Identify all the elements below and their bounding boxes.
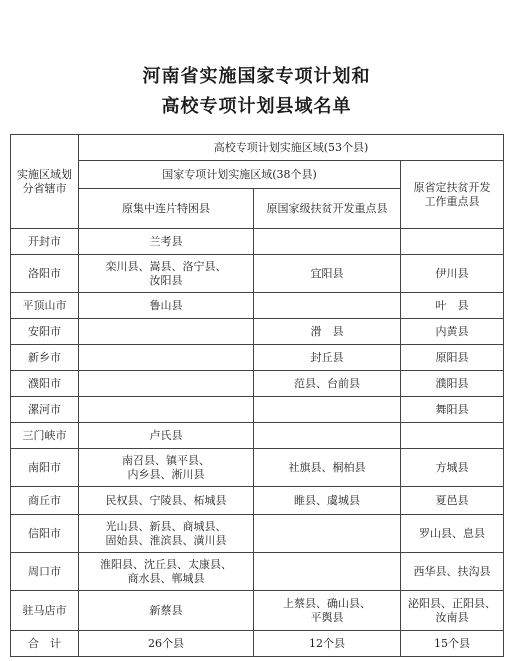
poverty-area-cell: 兰考县 bbox=[79, 229, 254, 255]
city-cell: 驻马店市 bbox=[11, 591, 79, 631]
national-key-cell: 滑 县 bbox=[254, 319, 401, 345]
table-row bbox=[11, 553, 504, 591]
table-row bbox=[11, 345, 504, 371]
poverty-area-cell: 栾川县、嵩县、洛宁县、 汝阳县 bbox=[79, 255, 254, 293]
national-key-cell bbox=[254, 229, 401, 255]
poverty-area-cell bbox=[79, 371, 254, 397]
poverty-area-cell: 光山县、新县、商城县、 固始县、淮滨县、潢川县 bbox=[79, 515, 254, 553]
poverty-area-cell: 南召县、镇平县、 内乡县、淅川县 bbox=[79, 449, 254, 487]
city-cell: 南阳市 bbox=[11, 449, 79, 487]
national-key-cell: 上蔡县、确山县、 平舆县 bbox=[254, 591, 401, 631]
provincial-key-cell: 西华县、扶沟县 bbox=[401, 553, 504, 591]
table-row bbox=[11, 229, 504, 255]
header-national-key: 原国家级扶贫开发重点县 bbox=[254, 189, 401, 229]
provincial-key-cell: 原阳县 bbox=[401, 345, 504, 371]
city-cell: 平顶山市 bbox=[11, 293, 79, 319]
provincial-key-cell: 方城县 bbox=[401, 449, 504, 487]
header-national-plan: 国家专项计划实施区域(38个县) bbox=[79, 161, 401, 189]
city-cell: 安阳市 bbox=[11, 319, 79, 345]
table-row bbox=[11, 515, 504, 553]
document-title-line2: 高校专项计划县域名单 bbox=[161, 96, 352, 117]
table-row bbox=[11, 423, 504, 449]
poverty-area-cell: 新蔡县 bbox=[79, 591, 254, 631]
total-label: 合 计 bbox=[11, 631, 79, 657]
header-university-plan: 高校专项计划实施区域(53个县) bbox=[79, 135, 504, 161]
provincial-key-cell: 泌阳县、正阳县、 汝南县 bbox=[401, 591, 504, 631]
city-cell: 新乡市 bbox=[11, 345, 79, 371]
provincial-key-cell: 濮阳县 bbox=[401, 371, 504, 397]
header-poverty-area: 原集中连片特困县 bbox=[79, 189, 254, 229]
provincial-key-cell: 夏邑县 bbox=[401, 487, 504, 515]
table-row bbox=[11, 255, 504, 293]
table-row bbox=[11, 319, 504, 345]
table-row bbox=[11, 371, 504, 397]
poverty-area-cell bbox=[79, 397, 254, 423]
total-provincial-key: 15个县 bbox=[401, 631, 504, 657]
national-key-cell bbox=[254, 515, 401, 553]
national-key-cell: 范县、台前县 bbox=[254, 371, 401, 397]
provincial-key-cell: 叶 县 bbox=[401, 293, 504, 319]
city-cell: 信阳市 bbox=[11, 515, 79, 553]
national-key-cell bbox=[254, 553, 401, 591]
city-cell: 三门峡市 bbox=[11, 423, 79, 449]
total-national-key: 12个县 bbox=[254, 631, 401, 657]
provincial-key-cell: 伊川县 bbox=[401, 255, 504, 293]
county-list-table bbox=[10, 134, 504, 657]
provincial-key-cell: 内黄县 bbox=[401, 319, 504, 345]
provincial-key-cell: 舞阳县 bbox=[401, 397, 504, 423]
city-cell: 商丘市 bbox=[11, 487, 79, 515]
national-key-cell: 宜阳县 bbox=[254, 255, 401, 293]
city-cell: 濮阳市 bbox=[11, 371, 79, 397]
table-row bbox=[11, 591, 504, 631]
national-key-cell bbox=[254, 397, 401, 423]
national-key-cell: 封丘县 bbox=[254, 345, 401, 371]
poverty-area-cell: 卢氏县 bbox=[79, 423, 254, 449]
document-title-line1: 河南省实施国家专项计划和 bbox=[142, 66, 371, 87]
provincial-key-cell bbox=[401, 423, 504, 449]
table-row bbox=[11, 449, 504, 487]
city-cell: 周口市 bbox=[11, 553, 79, 591]
header-provincial-key: 原省定扶贫开发 工作重点县 bbox=[401, 161, 504, 229]
national-key-cell bbox=[254, 423, 401, 449]
provincial-key-cell bbox=[401, 229, 504, 255]
total-poverty-area: 26个县 bbox=[79, 631, 254, 657]
national-key-cell bbox=[254, 293, 401, 319]
national-key-cell: 睢县、虞城县 bbox=[254, 487, 401, 515]
poverty-area-cell bbox=[79, 319, 254, 345]
table-row bbox=[11, 487, 504, 515]
table-row bbox=[11, 293, 504, 319]
city-cell: 漯河市 bbox=[11, 397, 79, 423]
header-region: 实施区域划 分省辖市 bbox=[11, 135, 79, 229]
poverty-area-cell: 鲁山县 bbox=[79, 293, 254, 319]
poverty-area-cell bbox=[79, 345, 254, 371]
poverty-area-cell: 民权县、宁陵县、柘城县 bbox=[79, 487, 254, 515]
table-row bbox=[11, 397, 504, 423]
provincial-key-cell: 罗山县、息县 bbox=[401, 515, 504, 553]
national-key-cell: 社旗县、桐柏县 bbox=[254, 449, 401, 487]
poverty-area-cell: 淮阳县、沈丘县、太康县、 商水县、郸城县 bbox=[79, 553, 254, 591]
city-cell: 开封市 bbox=[11, 229, 79, 255]
city-cell: 洛阳市 bbox=[11, 255, 79, 293]
